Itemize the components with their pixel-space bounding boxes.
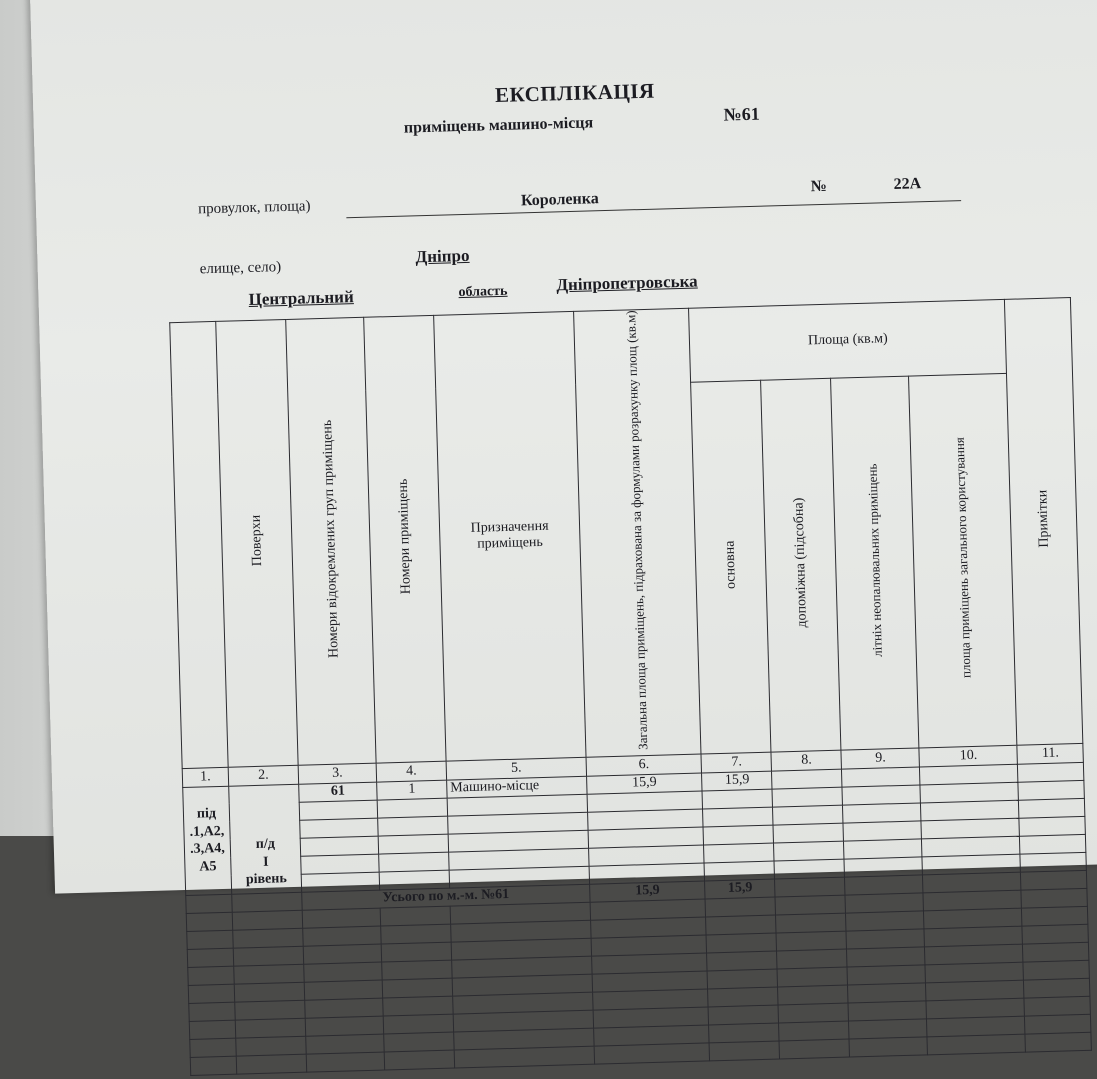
area-group-header: Площа (кв.м)	[689, 299, 1007, 382]
floor-label: п/д I рівень	[229, 784, 302, 894]
col-num-4: 4.	[376, 761, 447, 782]
district-name: Центральний	[248, 287, 354, 310]
total-label: Усього по м.-м. №61	[302, 884, 590, 910]
col-num-10: 10.	[919, 745, 1017, 767]
room-total-area: 15,9	[587, 773, 703, 794]
col-num-11: 11.	[1017, 743, 1084, 764]
col-purpose-header: Призначення приміщень	[434, 311, 586, 760]
group-number: 61	[299, 782, 377, 802]
col-num-9: 9.	[841, 748, 920, 769]
document-number: №61	[723, 103, 760, 125]
col-num-5: 5.	[446, 757, 586, 780]
explication-table	[169, 297, 1092, 1076]
region-name: Дніпропетровська	[556, 271, 698, 295]
city-name: Дніпро	[415, 245, 470, 267]
document-title: ЕКСПЛІКАЦІЯ	[494, 78, 655, 108]
col-total-header: Загальна площа приміщень, підрахована за формулами розрахунку площ (кв.м)	[574, 308, 702, 757]
col-num-7: 7.	[701, 752, 772, 773]
col-num-6: 6.	[586, 754, 702, 776]
col-common-header: площа приміщень загального користування	[909, 373, 1017, 748]
col-auxiliary-header: допоміжна (підсобна)	[761, 378, 841, 752]
document-subtitle: приміщень машино-місця	[403, 114, 594, 137]
house-sign: №	[810, 177, 827, 196]
col-main-header: основна	[691, 380, 771, 754]
col-groups-header: Номери відокремлених груп приміщень	[286, 317, 376, 765]
region-caption: область	[458, 283, 508, 301]
total-area-sum: 15,9	[590, 881, 706, 902]
building-label: під .1,А2, .3,А4, А5	[183, 786, 232, 895]
room-number: 1	[377, 780, 447, 800]
col-num-8: 8.	[771, 750, 842, 771]
col-num-1: 1.	[182, 767, 229, 787]
main-area-sum: 15,9	[705, 879, 775, 899]
col-notes-header: Примітки	[1005, 298, 1083, 745]
room-purpose: Машино-місце	[447, 776, 587, 798]
document-sheet	[30, 0, 1097, 906]
house-number: 22А	[893, 175, 922, 193]
room-main-area: 15,9	[702, 771, 772, 791]
street-name: Короленка	[520, 190, 599, 210]
street-underline	[346, 200, 961, 218]
street-caption: провулок, площа)	[197, 198, 311, 218]
settlement-caption: елище, село)	[199, 259, 282, 278]
col-rooms-header: Номери приміщень	[364, 315, 446, 763]
col-summer-header: літніх неопалювальних приміщень	[831, 376, 919, 750]
col-num-3: 3.	[298, 763, 377, 784]
col-num-2: 2.	[228, 765, 299, 786]
col-floors-header: Поверхи	[216, 319, 298, 767]
